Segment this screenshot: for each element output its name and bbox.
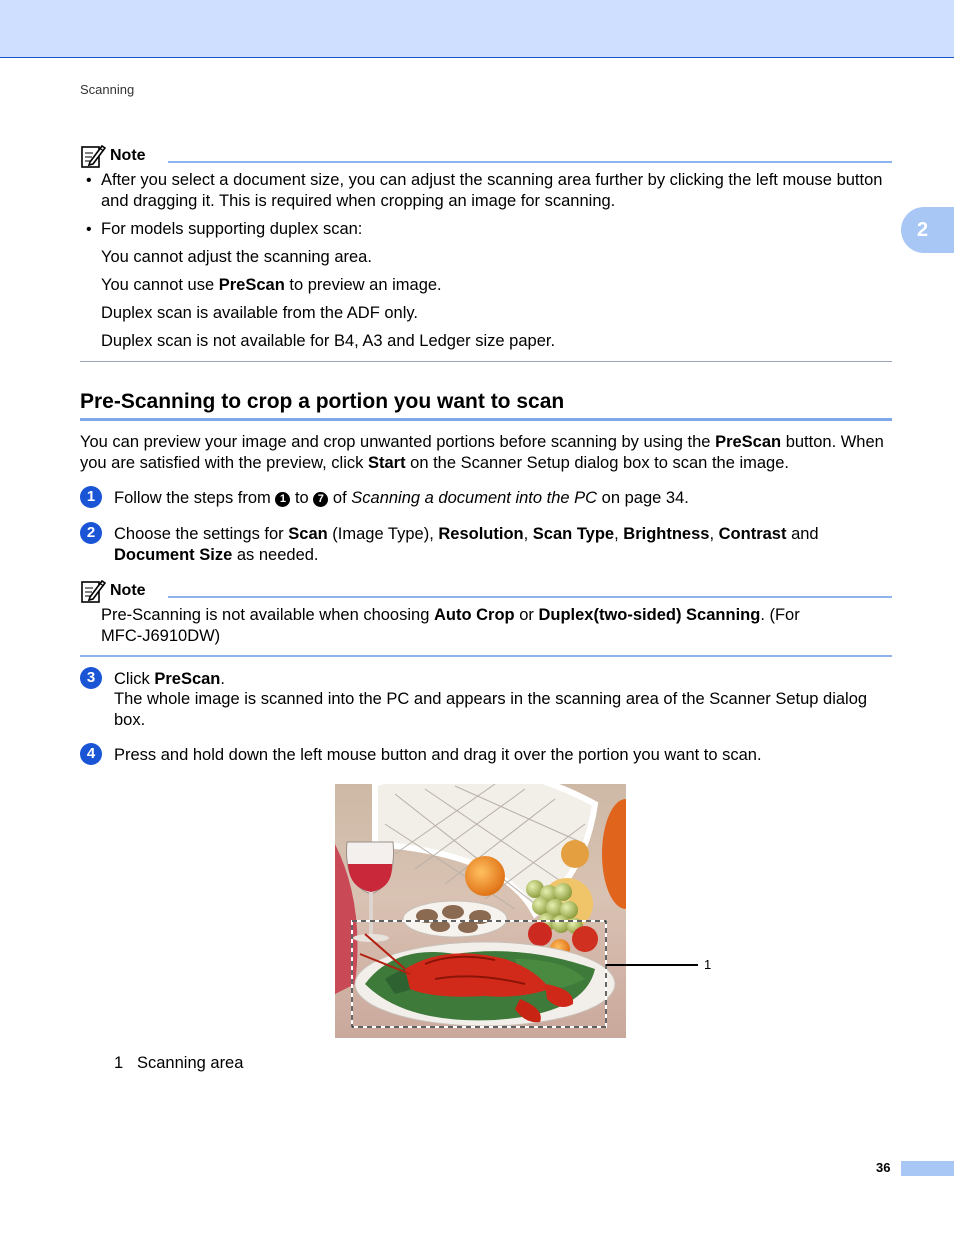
bullet: • <box>86 221 92 238</box>
section-rule <box>80 418 892 421</box>
note-pencil-icon <box>80 578 106 604</box>
step-ref: 1 <box>275 492 290 507</box>
section-title: Pre-Scanning to crop a portion you want to scan <box>80 390 565 413</box>
note-line: Duplex scan is not available for B4, A3 and Ledger size paper. <box>101 332 556 350</box>
note-end-rule <box>80 361 892 362</box>
callout-number: 1 <box>704 957 712 972</box>
caption-text: Scanning area <box>137 1054 244 1072</box>
note-pencil-icon <box>80 143 106 169</box>
step-number: 2 <box>80 522 102 544</box>
step-number: 1 <box>80 486 102 508</box>
bullet: • <box>86 172 92 189</box>
note-line: You cannot adjust the scanning area. <box>101 248 372 266</box>
note-rule <box>168 161 892 163</box>
chapter-tab: 2 <box>901 207 954 253</box>
intro-paragraph: You can preview your image and crop unwanted portions before scanning by using the PreScan button. When you are satisfied with the preview, click Start on the Scanner Setup dialog box to scan the image. <box>80 433 884 472</box>
note-bullet-text: After you select a document size, you can adjust the scanning area further by clicking the left mouse button and dragging it. This is required when cropping an image for scanning. <box>101 171 883 210</box>
note-end-rule <box>80 655 892 657</box>
step-detail: The whole image is scanned into the PC and appears in the scanning area of the Scanner Setup dialog box. <box>114 690 868 729</box>
breadcrumb: Scanning <box>80 82 135 97</box>
note-label: Note <box>110 582 146 599</box>
note-bullet-text: For models supporting duplex scan: <box>101 220 363 238</box>
note-rule <box>168 596 892 598</box>
step-text: Press and hold down the left mouse button and drag it over the portion you want to scan. <box>114 746 762 764</box>
header-band <box>0 0 954 58</box>
step-text: Click PreScan. <box>114 670 225 688</box>
step-text: Choose the settings for Scan (Image Type), Resolution, Scan Type, Brightness, Contrast and Document Size as needed. <box>114 525 819 564</box>
step-number: 4 <box>80 743 102 765</box>
step-text: Follow the steps from 1 to 7 of Scanning a document into the PC on page 34. <box>114 489 689 507</box>
caption-number: 1 <box>114 1054 124 1072</box>
note-label: Note <box>110 147 146 164</box>
note-line: You cannot use PreScan to preview an image. <box>101 276 442 294</box>
page-bar <box>901 1161 954 1176</box>
prescan-photo <box>335 784 626 1038</box>
note-text: Pre-Scanning is not available when choosing Auto Crop or Duplex(two-sided) Scanning. (For MFC-J6910DW) <box>101 606 800 645</box>
page-number: 36 <box>876 1160 891 1175</box>
note-heading <box>80 578 146 604</box>
callout-line <box>606 964 698 966</box>
step-number: 3 <box>80 667 102 689</box>
note-line: Duplex scan is available from the ADF only. <box>101 304 419 322</box>
note-heading <box>80 143 146 169</box>
step-ref: 7 <box>313 492 328 507</box>
